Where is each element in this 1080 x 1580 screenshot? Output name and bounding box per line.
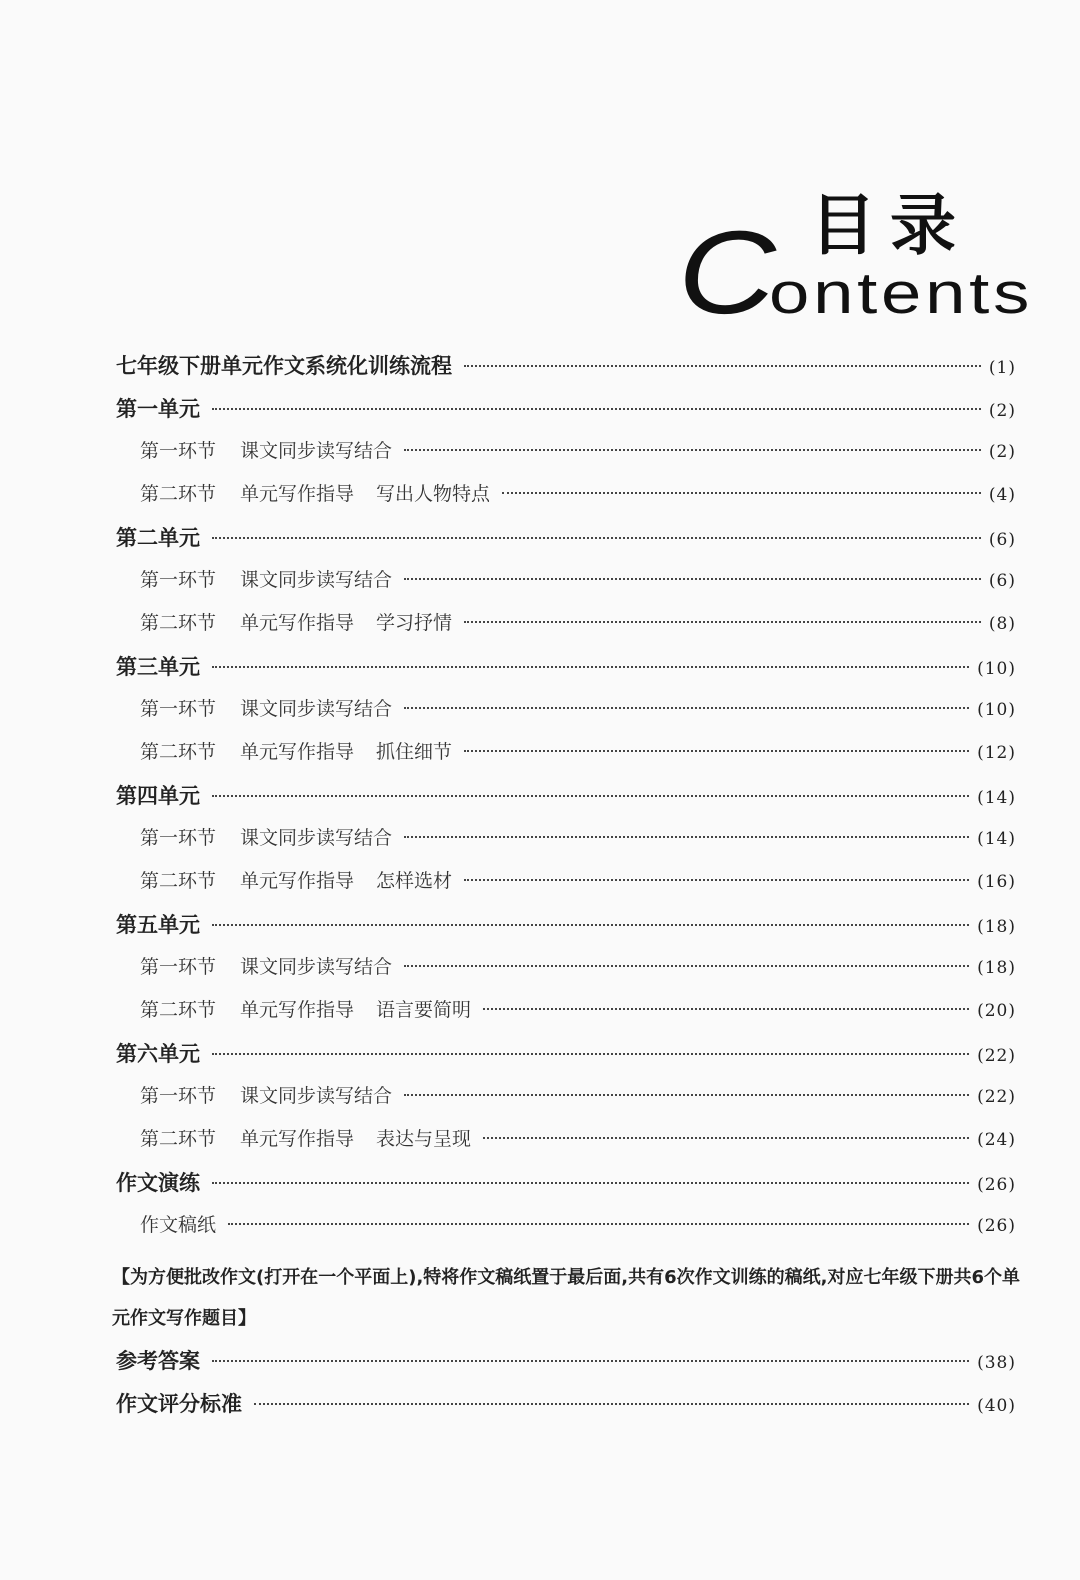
toc-entry-label: 作文稿纸 (140, 1214, 217, 1236)
dot-leader (464, 750, 969, 752)
toc-entry-label (140, 866, 452, 893)
toc-entry-section[interactable] (116, 565, 1016, 608)
toc-entry-section[interactable] (116, 608, 1016, 651)
section-topic: 怎样选材 (376, 870, 453, 892)
toc-entry-label (140, 436, 392, 463)
toc-page-number: (12) (977, 743, 1016, 763)
dot-leader (464, 879, 969, 881)
toc-page-number: (26) (977, 1216, 1016, 1236)
toc-entry-section[interactable] (116, 866, 1016, 909)
toc-entry-label (140, 952, 392, 979)
toc-entry-intro[interactable] (116, 350, 1016, 393)
toc-entry-draft[interactable] (116, 1210, 1016, 1253)
page-title-en (677, 205, 1033, 341)
section-title: 课文同步读写结合 (240, 956, 393, 978)
toc-entry-section[interactable] (116, 823, 1016, 866)
dot-leader (212, 795, 969, 797)
toc-page-number: (8) (988, 614, 1016, 634)
toc-page-number: (14) (977, 829, 1016, 849)
section-stage: 第二环节 (140, 1128, 217, 1150)
section-topic: 学习抒情 (376, 612, 453, 634)
toc-page-number: (18) (977, 917, 1016, 937)
toc-page-number: (22) (977, 1046, 1016, 1066)
section-topic: 语言要简明 (376, 999, 472, 1021)
toc-page-number: (6) (988, 530, 1016, 550)
section-topic: 写出人物特点 (376, 483, 491, 505)
table-of-contents (112, 350, 1021, 1431)
toc-page-number: (6) (988, 571, 1016, 591)
toc-entry-label: 参考答案 (116, 1349, 200, 1373)
section-title: 课文同步读写结合 (240, 698, 393, 720)
toc-entry-label: 第四单元 (116, 784, 200, 808)
toc-entry-unit[interactable] (116, 522, 1016, 565)
toc-page-number: (22) (977, 1087, 1016, 1107)
dot-leader (483, 1137, 969, 1139)
dot-leader (212, 1053, 969, 1055)
toc-entry-label: 第一单元 (116, 397, 200, 421)
toc-entry-section[interactable] (116, 436, 1016, 479)
section-stage: 第一环节 (140, 569, 217, 591)
section-stage: 第一环节 (140, 827, 217, 849)
section-title: 单元写作指导 (240, 999, 355, 1021)
toc-page-number: (1) (988, 358, 1016, 378)
toc-entry-section[interactable] (116, 737, 1016, 780)
toc-entry-label (140, 479, 490, 506)
toc-entry-label: 第二单元 (116, 526, 200, 550)
dot-leader (212, 924, 969, 926)
toc-entry-unit[interactable] (116, 651, 1016, 694)
dot-leader (483, 1008, 969, 1010)
section-title: 课文同步读写结合 (240, 440, 393, 462)
toc-entry-label: 第五单元 (116, 913, 200, 937)
toc-page-number: (40) (977, 1396, 1016, 1416)
section-title: 单元写作指导 (240, 741, 355, 763)
unit-list (116, 393, 1016, 1167)
section-title: 课文同步读写结合 (240, 827, 393, 849)
dot-leader (404, 836, 969, 838)
toc-entry-answers[interactable] (116, 1345, 1016, 1388)
section-topic: 抓住细节 (376, 741, 453, 763)
section-stage: 第一环节 (140, 440, 217, 462)
toc-page-number: (20) (977, 1001, 1016, 1021)
dot-leader (404, 578, 981, 580)
toc-entry-section[interactable] (116, 1124, 1016, 1167)
dot-leader (212, 537, 981, 539)
toc-page-number: (4) (988, 485, 1016, 505)
toc-entry-section[interactable] (116, 952, 1016, 995)
toc-entry-label (140, 565, 392, 592)
toc-entry-section[interactable] (116, 694, 1016, 737)
section-title: 单元写作指导 (240, 870, 355, 892)
toc-entry-grading[interactable] (116, 1388, 1016, 1431)
section-stage: 第二环节 (140, 612, 217, 634)
toc-entry-practice[interactable] (116, 1167, 1016, 1210)
toc-page-number: (2) (988, 401, 1016, 421)
toc-entry-section[interactable] (116, 479, 1016, 522)
dot-leader (212, 1360, 969, 1362)
toc-page-number: (26) (977, 1175, 1016, 1195)
toc-entry-label: 第三单元 (116, 655, 200, 679)
section-stage: 第二环节 (140, 870, 217, 892)
toc-entry-label: 第六单元 (116, 1042, 200, 1066)
toc-entry-label: 七年级下册单元作文系统化训练流程 (116, 354, 452, 378)
section-title: 单元写作指导 (240, 483, 355, 505)
toc-entry-unit[interactable] (116, 1038, 1016, 1081)
toc-entry-label (140, 995, 471, 1022)
section-title: 课文同步读写结合 (240, 569, 393, 591)
toc-page-number: (18) (977, 958, 1016, 978)
title-en-initial: C (677, 207, 771, 339)
draft-paper-note: 【为方便批改作文(打开在一个平面上),特将作文稿纸置于最后面,共有6次作文训练的稿纸,对应七年级下册共6个单元作文写作题目】 (112, 1267, 1021, 1329)
section-title: 单元写作指导 (240, 1128, 355, 1150)
toc-entry-label: 作文演练 (116, 1171, 200, 1195)
page-title-cn: 目录 (810, 187, 970, 264)
section-stage: 第一环节 (140, 1085, 217, 1107)
toc-entry-label (140, 737, 452, 764)
toc-page-number: (10) (977, 700, 1016, 720)
toc-page-number: (38) (977, 1353, 1016, 1373)
dot-leader (464, 621, 981, 623)
section-stage: 第二环节 (140, 483, 217, 505)
toc-entry-label (140, 823, 392, 850)
section-title: 单元写作指导 (240, 612, 355, 634)
toc-page-number: (10) (977, 659, 1016, 679)
toc-entry-section[interactable] (116, 995, 1016, 1038)
dot-leader (502, 492, 981, 494)
dot-leader (464, 365, 981, 367)
dot-leader (404, 965, 969, 967)
toc-entry-label (140, 608, 452, 635)
toc-entry-label (140, 694, 392, 721)
toc-entry-label (140, 1081, 392, 1108)
dot-leader (254, 1403, 969, 1405)
toc-page-number: (14) (977, 788, 1016, 808)
section-stage: 第一环节 (140, 698, 217, 720)
toc-page-number: (16) (977, 872, 1016, 892)
dot-leader (212, 408, 981, 410)
dot-leader (404, 707, 969, 709)
title-en-rest: ontents (768, 261, 1033, 326)
toc-page-number: (2) (988, 442, 1016, 462)
dot-leader (404, 1094, 969, 1096)
dot-leader (404, 449, 981, 451)
section-stage: 第一环节 (140, 956, 217, 978)
section-stage: 第二环节 (140, 741, 217, 763)
section-title: 课文同步读写结合 (240, 1085, 393, 1107)
toc-entry-section[interactable] (116, 1081, 1016, 1124)
toc-page-number: (24) (977, 1130, 1016, 1150)
toc-entry-unit[interactable] (116, 909, 1016, 952)
dot-leader (228, 1223, 969, 1225)
toc-entry-unit[interactable] (116, 393, 1016, 436)
toc-entry-label (140, 1124, 471, 1151)
dot-leader (212, 1182, 969, 1184)
section-stage: 第二环节 (140, 999, 217, 1021)
toc-entry-label: 作文评分标准 (116, 1392, 242, 1416)
section-topic: 表达与呈现 (376, 1128, 472, 1150)
dot-leader (212, 666, 969, 668)
toc-entry-unit[interactable] (116, 780, 1016, 823)
